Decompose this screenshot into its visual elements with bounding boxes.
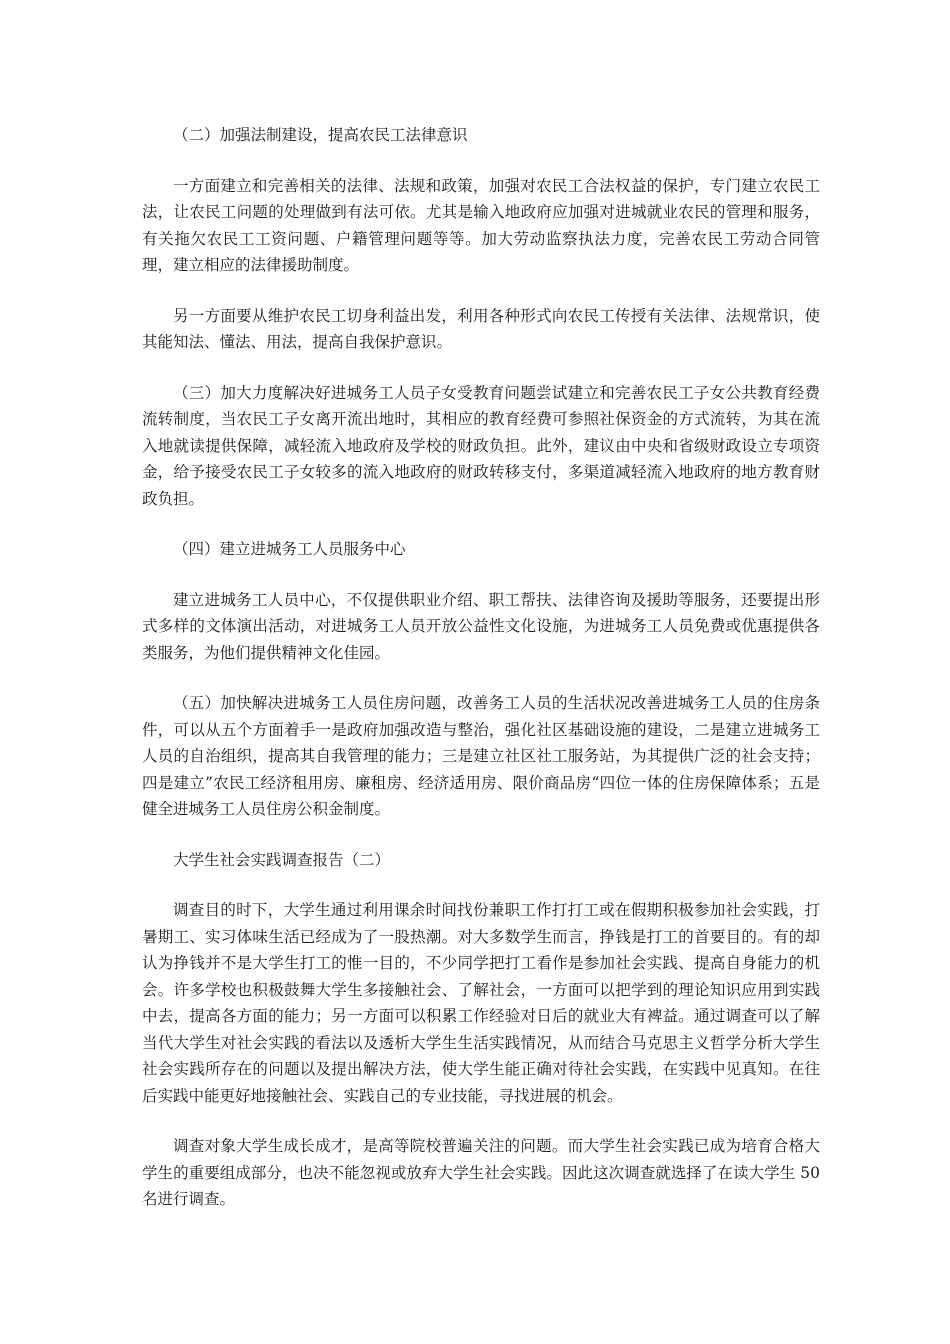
paragraph-housing: （五）加快解决进城务工人员住房问题，改善务工人员的生活状况改善进城务工人员的住房条件，可以从五个方面着手一是政府加强改造与整治，强化社区基础设施的建设，二是建立进城务工人员的自治组织，提高其自我管理的能力；三是建立社区社工服务站，为其提供广泛的社会支持；四是建立”农民工经济租用房、廉租房、经济适用房、限价商品房“四位一体的住房保障体系；五是健全进城务工人员住房公积金制度。 — [142, 694, 820, 818]
paragraph-survey-purpose: 调查目的时下，大学生通过利用课余时间找份兼职工作打打工或在假期积极参加社会实践，打暑期工、实习体味生活已经成为了一股热潮。对大多数学生而言，挣钱是打工的首要目的。有的却认为挣钱并不是大学生打工的惟一目的，不少同学把打工看作是参加社会实践、提高自身能力的机会。许多学校也积极鼓舞大学生多接触社会、了解社会，一方面可以把学到的理论知识应用到实践中去，提高各方面的能力；另一方面可以积累工作经验对日后的就业大有裨益。通过调查可以了解当代大学生对社会实践的看法以及透析大学生生活实践情况，从而结合马克思主义哲学分析大学生社会实践所存在的问题以及提出解决方法，使大学生能正确对待社会实践，在实践中见真知。在往后实践中能更好地接触社会、实践自己的专业技能，寻找进展的机会。 — [142, 901, 820, 1105]
paragraph-legal-awareness: 另一方面要从维护农民工切身利益出发，利用各种形式向农民工传授有关法律、法规常识，使其能知法、懂法、用法，提高自我保护意识。 — [142, 306, 820, 351]
paragraph-children-education: （三）加大力度解决好进城务工人员子女受教育问题尝试建立和完善农民工子女公共教育经费流转制度，当农民工子女离开流出地时，其相应的教育经费可参照社保资金的方式流转，为其在流入地就读提供保障，减轻流入地政府及学校的财政负担。此外，建议由中央和省级财政设立专项资金，给予接受农民工子女较多的流入地政府的财政转移支付，多渠道减轻流入地政府的地方教育财政负担。 — [142, 383, 820, 508]
section-heading-2: （二）加强法制建设，提高农民工法律意识 — [173, 126, 468, 144]
report-title: 大学生社会实践调查报告（二） — [173, 850, 391, 869]
paragraph-survey-subjects: 调查对象大学生成长成才，是高等院校普遍关注的问题。而大学生社会实践已成为培育合格大学生的重要组成部分，也决不能忽视或放弃大学生社会实践。因此这次调查就选择了在读大学生 50 名进行调查。 — [142, 1137, 820, 1208]
paragraph-legal-framework: 一方面建立和完善相关的法律、法规和政策，加强对农民工合法权益的保护，专门建立农民工法，让农民工问题的处理做到有法可依。尤其是输入地政府应加强对进城就业农民的管理和服务，有关拖欠农民工工资问题、户籍管理问题等等。加大劳动监察执法力度，完善农民工劳动合同管理，建立相应的法律援助制度。 — [142, 176, 820, 274]
paragraph-service-center: 建立进城务工人员中心，不仅提供职业介绍、职工帮扶、法律咨询及援助等服务，还要提出形式多样的文体演出活动，对进城务工人员开放公益性文化设施，为进城务工人员免费或优惠提供各类服务，为他们提供精神文化佳园。 — [142, 590, 820, 662]
document-page — [142, 122, 820, 1237]
section-heading-4: （四）建立进城务工人员服务中心 — [173, 540, 406, 558]
